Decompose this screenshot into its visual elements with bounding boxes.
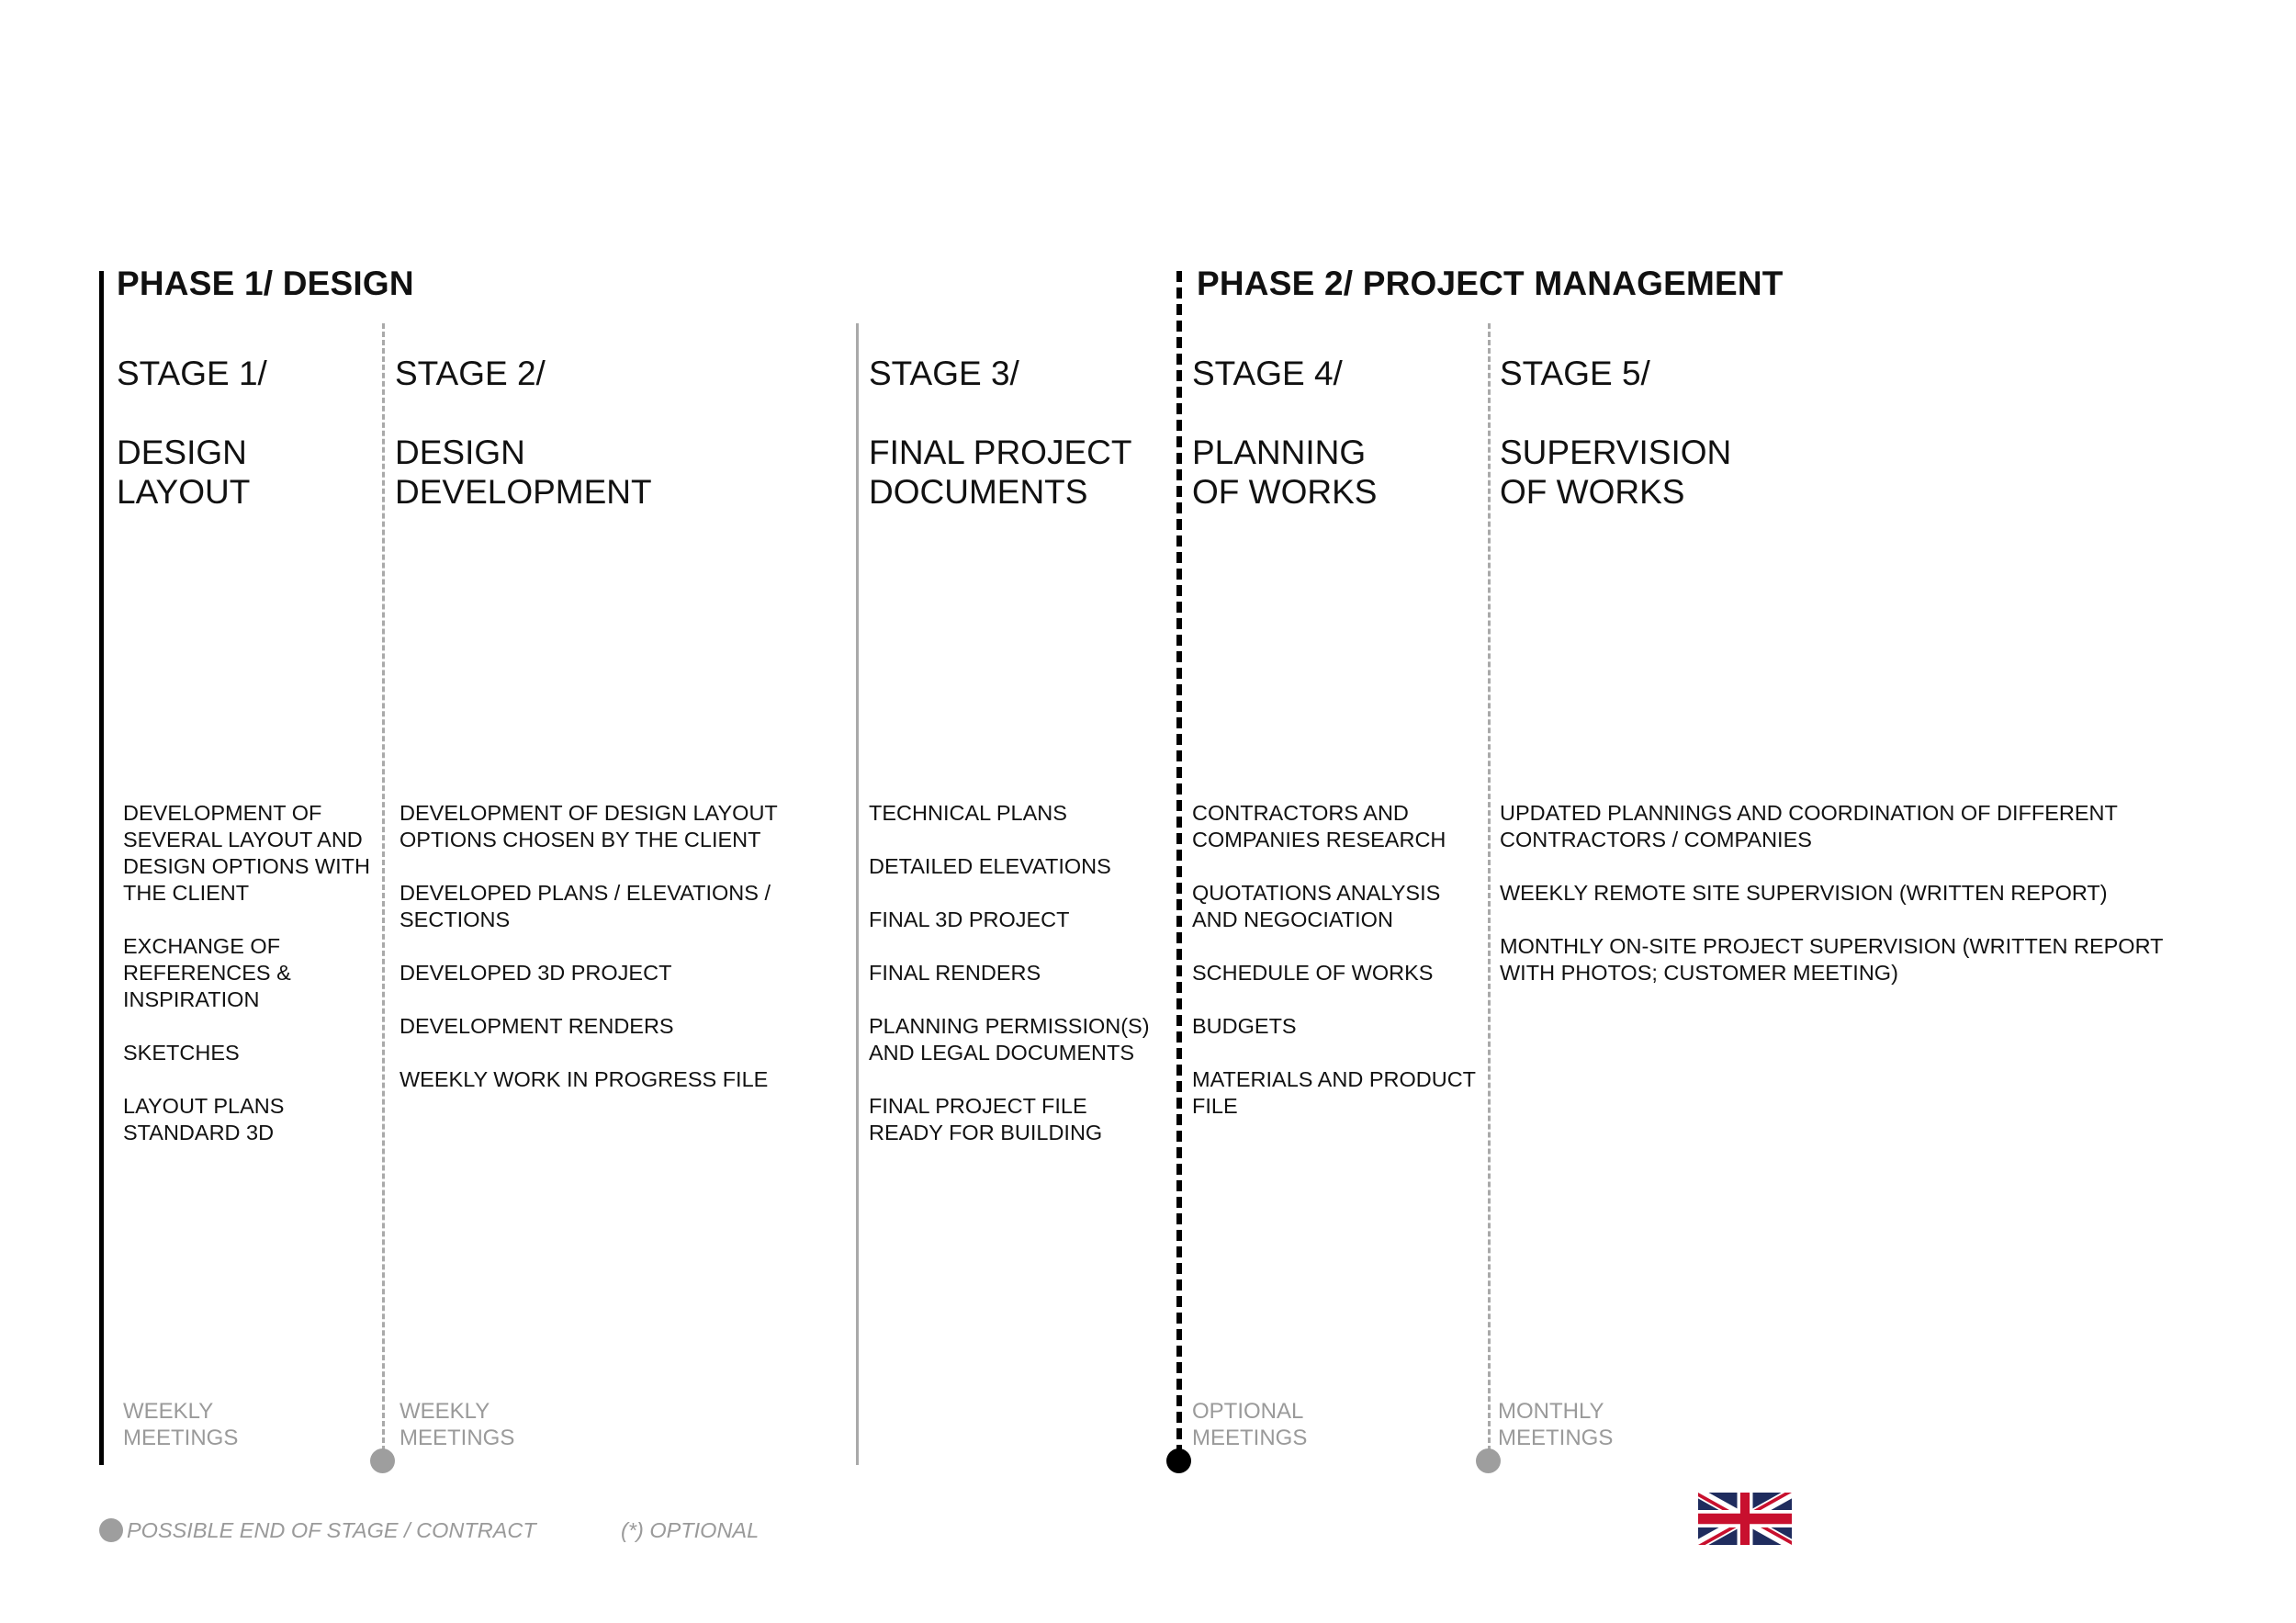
- stage-2-meetings: WEEKLY MEETINGS: [400, 1399, 515, 1450]
- task-item: WEEKLY REMOTE SITE SUPERVISION (WRITTEN REPORT): [1500, 881, 2108, 905]
- stage-1-title: [117, 433, 383, 512]
- uk-flag-icon[interactable]: [1698, 1493, 1792, 1545]
- task-item: DEVELOPMENT RENDERS: [400, 1014, 674, 1038]
- task-item: DEVELOPED 3D PROJECT: [400, 961, 672, 985]
- stage-2-number: STAGE 2/: [395, 355, 546, 392]
- stage-5-title: [1500, 433, 2198, 512]
- stage-4-title-line: OF WORKS: [1192, 473, 1378, 511]
- stage-3-title: [869, 433, 1172, 512]
- stage-5-title-line: SUPERVISION: [1500, 434, 1732, 471]
- stage-3-task-list: [869, 800, 1172, 1173]
- stage-5-title-line: OF WORKS: [1500, 473, 1685, 511]
- stage-1-meetings: WEEKLY MEETINGS: [123, 1399, 239, 1450]
- task-item: DEVELOPMENT OF SEVERAL LAYOUT AND DESIGN OPTIONS WITH THE CLIENT: [123, 801, 370, 905]
- stage-3-title-line: FINAL PROJECT: [869, 434, 1132, 471]
- stage-4-title-line: PLANNING: [1192, 434, 1367, 471]
- task-item: LAYOUT PLANS STANDARD 3D: [123, 1094, 285, 1144]
- stage-3-column: [869, 354, 1172, 512]
- stage-4-number: STAGE 4/: [1192, 355, 1343, 392]
- stage-2-title-line: DESIGN: [395, 434, 525, 471]
- task-item: BUDGETS: [1192, 1014, 1297, 1038]
- end-of-phase-dot: [1166, 1448, 1191, 1473]
- stage-4-title: [1192, 433, 1486, 512]
- end-of-stage-dot: [370, 1448, 395, 1473]
- task-item: WEEKLY WORK IN PROGRESS FILE: [400, 1067, 769, 1091]
- stage-1-title-line: LAYOUT: [117, 473, 251, 511]
- task-item: QUOTATIONS ANALYSIS AND NEGOCIATION: [1192, 881, 1441, 931]
- task-item: PLANNING PERMISSION(S) AND LEGAL DOCUMENTS: [869, 1014, 1150, 1065]
- task-item: MATERIALS AND PRODUCT FILE: [1192, 1067, 1477, 1118]
- task-item: FINAL RENDERS: [869, 961, 1041, 985]
- task-item: DETAILED ELEVATIONS: [869, 854, 1111, 878]
- legend-dot: [99, 1518, 123, 1542]
- stage-2-title-line: DEVELOPMENT: [395, 473, 652, 511]
- legend-end-of-stage: POSSIBLE END OF STAGE / CONTRACT: [127, 1518, 536, 1542]
- phase-2-title: PHASE 2/ PROJECT MANAGEMENT: [1197, 265, 1784, 302]
- stage-5-column: [1500, 354, 2198, 512]
- task-item: UPDATED PLANNINGS AND COORDINATION OF DIFFERENT CONTRACTORS / COMPANIES: [1500, 801, 2118, 851]
- task-item: TECHNICAL PLANS: [869, 801, 1067, 825]
- task-item: FINAL 3D PROJECT: [869, 907, 1070, 931]
- phase-2-timeline-line: [1176, 271, 1182, 1456]
- stage-1-title-line: DESIGN: [117, 434, 247, 471]
- stage-1-number: STAGE 1/: [117, 355, 267, 392]
- stage-5-task-list: [1500, 800, 2234, 1013]
- uk-flag-graphic: [1698, 1493, 1792, 1545]
- stage-3-divider-line: [856, 323, 859, 1465]
- stage-5-meetings: MONTHLY MEETINGS: [1498, 1399, 1614, 1450]
- stage-2-title: [395, 433, 845, 512]
- task-item: SKETCHES: [123, 1041, 240, 1065]
- stage-1-column: [117, 354, 383, 512]
- task-item: CONTRACTORS AND COMPANIES RESEARCH: [1192, 801, 1446, 851]
- phase-1-title: PHASE 1/ DESIGN: [117, 265, 414, 302]
- stage-4-meetings: OPTIONAL MEETINGS: [1192, 1399, 1308, 1450]
- stage-2-task-list: [400, 800, 850, 1120]
- stage-3-number: STAGE 3/: [869, 355, 1019, 392]
- phase-1-timeline-line: [99, 271, 104, 1465]
- task-item: SCHEDULE OF WORKS: [1192, 961, 1434, 985]
- end-of-stage-dot: [1476, 1448, 1501, 1473]
- task-item: DEVELOPED PLANS / ELEVATIONS / SECTIONS: [400, 881, 771, 931]
- task-item: DEVELOPMENT OF DESIGN LAYOUT OPTIONS CHOSEN BY THE CLIENT: [400, 801, 778, 851]
- stage-4-column: [1192, 354, 1486, 512]
- stage-4-task-list: [1192, 800, 1495, 1146]
- task-item: FINAL PROJECT FILE READY FOR BUILDING: [869, 1094, 1103, 1144]
- stage-2-column: [395, 354, 845, 512]
- stage-3-title-line: DOCUMENTS: [869, 473, 1088, 511]
- stage-1-task-list: [123, 800, 389, 1173]
- legend-optional: (*) OPTIONAL: [621, 1518, 760, 1542]
- task-item: MONTHLY ON-SITE PROJECT SUPERVISION (WRITTEN REPORT WITH PHOTOS; CUSTOMER MEETING): [1500, 934, 2164, 985]
- stage-5-number: STAGE 5/: [1500, 355, 1650, 392]
- task-item: EXCHANGE OF REFERENCES & INSPIRATION: [123, 934, 291, 1011]
